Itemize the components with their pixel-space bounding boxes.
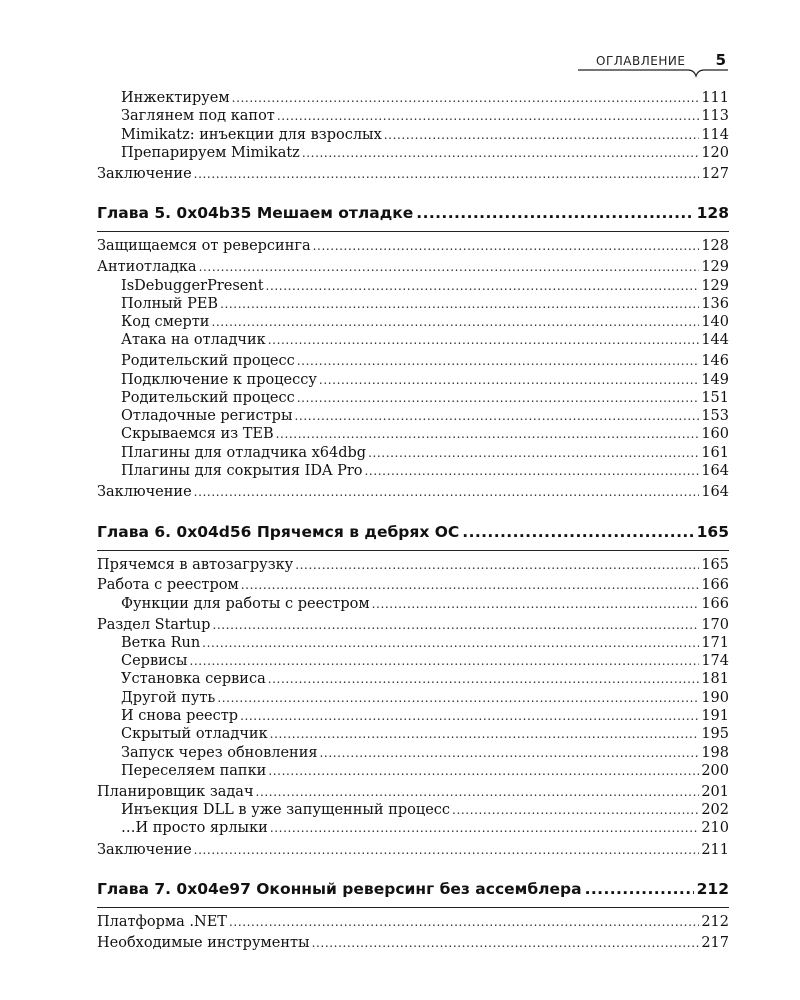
dot-leader — [240, 707, 699, 725]
toc-subsection-entry[interactable] — [97, 634, 729, 652]
toc-subsection-entry[interactable] — [97, 689, 729, 707]
toc-subsection-entry[interactable] — [97, 801, 729, 819]
toc-subsection-entry[interactable] — [97, 107, 729, 125]
dot-leader — [297, 352, 700, 370]
dot-leader — [268, 762, 699, 780]
entry-page-number: 140 — [701, 314, 729, 331]
toc-section-entry[interactable] — [97, 483, 729, 501]
chapter-title: Глава 7. 0x04e97 Оконный реверсинг без ассемблера — [97, 879, 582, 898]
entry-page-number: 120 — [701, 144, 729, 161]
entry-title: Плагины для сокрытия IDA Pro — [121, 463, 363, 480]
toc-section-entry[interactable] — [97, 165, 729, 183]
toc-subsection-entry[interactable] — [97, 407, 729, 425]
dot-leader — [365, 462, 700, 480]
entry-title: Раздел Startup — [97, 616, 211, 633]
entry-page-number: 195 — [701, 726, 729, 743]
entry-title: Заключение — [97, 841, 192, 858]
dot-leader — [384, 126, 700, 144]
dot-leader — [270, 819, 699, 837]
entry-title: Отладочные регистры — [121, 408, 293, 425]
dot-leader — [270, 725, 700, 743]
dot-leader — [320, 744, 700, 762]
entry-page-number: 144 — [701, 332, 729, 349]
dot-leader — [372, 595, 700, 613]
dot-leader — [295, 556, 699, 574]
chapter-page-number: 165 — [696, 522, 729, 541]
toc-subsection-entry[interactable] — [97, 462, 729, 480]
entry-page-number: 201 — [701, 783, 729, 800]
dot-leader — [241, 576, 700, 594]
toc-chapter-heading[interactable] — [97, 201, 729, 225]
dot-leader — [268, 331, 700, 349]
dot-leader — [256, 783, 700, 801]
entry-title: Антиотладка — [97, 259, 197, 276]
entry-page-number: 200 — [701, 762, 729, 779]
entry-page-number: 129 — [701, 277, 729, 294]
dot-leader — [268, 670, 700, 688]
entry-page-number: 160 — [701, 426, 729, 443]
toc-subsection-entry[interactable] — [97, 126, 729, 144]
toc-section-entry[interactable] — [97, 258, 729, 276]
toc-subsection-entry[interactable] — [97, 144, 729, 162]
entry-title: Атака на отладчик — [121, 332, 266, 349]
entry-title: Полный PEB — [121, 295, 219, 312]
section-title: ОГЛАВЛЕНИЕ — [596, 54, 686, 68]
toc-subsection-entry[interactable] — [97, 762, 729, 780]
chapter-page-number: 128 — [696, 204, 729, 223]
dot-leader — [194, 165, 700, 183]
dot-leader — [220, 295, 699, 313]
toc-subsection-entry[interactable] — [97, 670, 729, 688]
entry-page-number: 127 — [701, 166, 729, 183]
dot-leader — [416, 201, 693, 225]
entry-title: Необходимые инструменты — [97, 934, 310, 951]
dot-leader — [202, 634, 699, 652]
toc-subsection-entry[interactable] — [97, 313, 729, 331]
entry-page-number: 146 — [701, 353, 729, 370]
toc-subsection-entry[interactable] — [97, 819, 729, 837]
dot-leader — [217, 689, 699, 707]
toc-section-entry[interactable] — [97, 841, 729, 859]
entry-page-number: 174 — [701, 653, 729, 670]
entry-page-number: 114 — [701, 126, 729, 143]
entry-title: Код смерти — [121, 314, 210, 331]
dot-leader — [462, 520, 693, 544]
entry-title: Другой путь — [121, 689, 216, 706]
dot-leader — [277, 107, 699, 125]
dot-leader — [368, 444, 699, 462]
toc-subsection-entry[interactable] — [97, 389, 729, 407]
toc-section-entry[interactable] — [97, 237, 729, 255]
dot-leader — [189, 652, 699, 670]
dot-leader — [199, 258, 700, 276]
toc-subsection-entry[interactable] — [97, 89, 729, 107]
dot-leader — [232, 89, 700, 107]
entry-title: Защищаемся от реверсинга — [97, 238, 311, 255]
entry-page-number: 217 — [701, 934, 729, 951]
entry-title: …И просто ярлыки — [121, 820, 268, 837]
entry-title: Инъекция DLL в уже запущенный процесс — [121, 802, 451, 818]
dot-leader — [302, 144, 699, 162]
toc-subsection-entry[interactable] — [97, 725, 729, 743]
entry-title: Прячемся в автозагрузку — [97, 556, 294, 573]
entry-page-number: 202 — [701, 802, 729, 818]
entry-page-number: 198 — [701, 744, 729, 761]
toc-subsection-entry[interactable] — [97, 707, 729, 725]
chapter-title: Глава 6. 0x04d56 Прячемся в дебрях ОС — [97, 522, 460, 541]
entry-page-number: 171 — [701, 634, 729, 651]
toc-subsection-entry[interactable] — [97, 744, 729, 762]
dot-leader — [211, 313, 699, 331]
toc-subsection-entry[interactable] — [97, 295, 729, 313]
entry-title: Функции для работы с реестром — [121, 595, 370, 612]
entry-title: Запуск через обновления — [121, 744, 318, 761]
entry-page-number: 136 — [701, 295, 729, 312]
entry-title: Инжектируем — [121, 90, 230, 106]
toc-subsection-entry[interactable] — [97, 371, 729, 389]
toc-section-entry[interactable] — [97, 556, 729, 574]
entry-title: Заглянем под капот — [121, 108, 275, 125]
entry-page-number: 113 — [701, 108, 729, 125]
entry-page-number: 166 — [701, 595, 729, 612]
entry-title: Ветка Run — [121, 634, 201, 651]
chapter-underline — [97, 907, 729, 908]
toc-subsection-entry[interactable] — [97, 652, 729, 670]
entry-title: Работа с реестром — [97, 577, 239, 594]
entry-page-number: 128 — [701, 238, 729, 255]
table-of-contents — [97, 89, 729, 952]
toc-section-entry[interactable] — [97, 934, 729, 952]
entry-page-number: 190 — [701, 689, 729, 706]
entry-page-number: 161 — [701, 444, 729, 461]
entry-page-number: 211 — [701, 841, 729, 858]
entry-page-number: 164 — [701, 484, 729, 501]
dot-leader — [194, 483, 700, 501]
entry-title: Скрываемся из TEB — [121, 426, 274, 443]
entry-page-number: 212 — [701, 913, 729, 930]
entry-page-number: 210 — [701, 820, 729, 837]
toc-subsection-entry[interactable] — [97, 277, 729, 295]
entry-title: Подключение к процессу — [121, 371, 317, 388]
page-number: 5 — [715, 51, 726, 69]
dot-leader — [452, 801, 699, 819]
entry-page-number: 111 — [701, 90, 729, 106]
entry-title: И снова реестр — [121, 708, 239, 725]
entry-title: Плагины для отладчика x64dbg — [121, 444, 367, 461]
dot-leader — [313, 237, 700, 255]
entry-page-number: 191 — [701, 708, 729, 725]
toc-section-entry[interactable] — [97, 913, 729, 931]
entry-page-number: 166 — [701, 577, 729, 594]
entry-title: Заключение — [97, 484, 192, 501]
dot-leader — [266, 277, 700, 295]
dot-leader — [297, 389, 700, 407]
entry-title: Скрытый отладчик — [121, 726, 268, 743]
toc-subsection-entry[interactable] — [97, 331, 729, 349]
entry-page-number: 149 — [701, 371, 729, 388]
chapter-title: Глава 5. 0x04b35 Мешаем отладке — [97, 204, 414, 223]
running-header — [560, 50, 730, 80]
entry-title: Mimikatz: инъекции для взрослых — [121, 126, 382, 143]
toc-subsection-entry[interactable] — [97, 444, 729, 462]
dot-leader — [229, 913, 699, 931]
entry-page-number: 170 — [701, 616, 729, 633]
entry-page-number: 151 — [701, 389, 729, 406]
dot-leader — [295, 407, 700, 425]
entry-title: Родительский процесс — [121, 353, 295, 370]
entry-page-number: 181 — [701, 671, 729, 688]
chapter-page-number: 212 — [696, 879, 729, 898]
entry-title: Сервисы — [121, 653, 188, 670]
dot-leader — [194, 841, 700, 859]
entry-title: Платформа .NET — [97, 913, 227, 930]
entry-title: Установка сервиса — [121, 671, 266, 688]
toc-subsection-entry[interactable] — [97, 425, 729, 443]
toc-chapter-heading[interactable] — [97, 520, 729, 544]
chapter-underline — [97, 550, 729, 551]
entry-page-number: 129 — [701, 259, 729, 276]
toc-section-entry[interactable] — [97, 576, 729, 594]
dot-leader — [276, 425, 700, 443]
dot-leader — [585, 877, 694, 901]
entry-title: Переселяем папки — [121, 762, 267, 779]
entry-page-number: 164 — [701, 463, 729, 480]
entry-title: IsDebuggerPresent — [121, 277, 264, 294]
toc-section-entry[interactable] — [97, 616, 729, 634]
toc-subsection-entry[interactable] — [97, 352, 729, 370]
entry-page-number: 153 — [701, 408, 729, 425]
dot-leader — [212, 616, 699, 634]
entry-title: Препарируем Mimikatz — [121, 144, 300, 161]
dot-leader — [312, 934, 700, 952]
entry-title: Заключение — [97, 166, 192, 183]
dot-leader — [319, 371, 699, 389]
chapter-underline — [97, 231, 729, 232]
toc-section-entry[interactable] — [97, 783, 729, 801]
toc-chapter-heading[interactable] — [97, 877, 729, 901]
entry-page-number: 165 — [701, 556, 729, 573]
entry-title: Родительский процесс — [121, 389, 295, 406]
entry-title: Планировщик задач — [97, 783, 254, 800]
toc-subsection-entry[interactable] — [97, 595, 729, 613]
